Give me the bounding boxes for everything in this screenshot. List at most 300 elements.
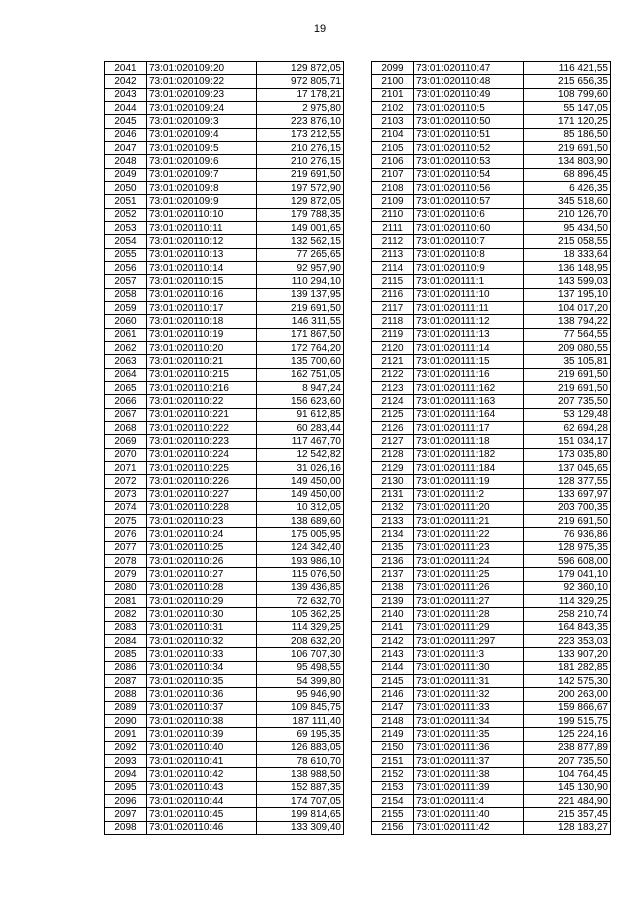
table-row bbox=[105, 62, 344, 75]
cadastral-number-cell: 73:01:020110:36 bbox=[147, 688, 257, 701]
value-cell: 145 130,90 bbox=[524, 781, 611, 794]
row-number-cell: 2117 bbox=[372, 301, 414, 314]
table-row bbox=[372, 208, 611, 221]
cadastral-number-cell: 73:01:020111:27 bbox=[414, 595, 524, 608]
value-cell: 215 058,55 bbox=[524, 235, 611, 248]
row-number-cell: 2142 bbox=[372, 635, 414, 648]
row-number-cell: 2107 bbox=[372, 168, 414, 181]
cadastral-number-cell: 73:01:020110:42 bbox=[147, 768, 257, 781]
value-cell: 136 148,95 bbox=[524, 261, 611, 274]
row-number-cell: 2094 bbox=[105, 768, 147, 781]
cadastral-number-cell: 73:01:020110:52 bbox=[414, 141, 524, 154]
value-cell: 146 311,55 bbox=[257, 315, 344, 328]
row-number-cell: 2137 bbox=[372, 568, 414, 581]
row-number-cell: 2131 bbox=[372, 488, 414, 501]
cadastral-number-cell: 73:01:020111:11 bbox=[414, 301, 524, 314]
cadastral-number-cell: 73:01:020110:22 bbox=[147, 395, 257, 408]
cadastral-number-cell: 73:01:020111:35 bbox=[414, 728, 524, 741]
value-cell: 95 434,50 bbox=[524, 221, 611, 234]
row-number-cell: 2098 bbox=[105, 821, 147, 834]
value-cell: 138 689,60 bbox=[257, 515, 344, 528]
value-cell: 128 975,35 bbox=[524, 541, 611, 554]
row-number-cell: 2056 bbox=[105, 261, 147, 274]
row-number-cell: 2138 bbox=[372, 581, 414, 594]
value-cell: 137 045,65 bbox=[524, 461, 611, 474]
row-number-cell: 2075 bbox=[105, 515, 147, 528]
row-number-cell: 2081 bbox=[105, 595, 147, 608]
value-cell: 114 329,25 bbox=[524, 595, 611, 608]
value-cell: 197 572,90 bbox=[257, 181, 344, 194]
value-cell: 105 362,25 bbox=[257, 608, 344, 621]
row-number-cell: 2129 bbox=[372, 461, 414, 474]
row-number-cell: 2145 bbox=[372, 675, 414, 688]
cadastral-number-cell: 73:01:020110:46 bbox=[147, 821, 257, 834]
cadastral-number-cell: 73:01:020111:17 bbox=[414, 421, 524, 434]
row-number-cell: 2101 bbox=[372, 88, 414, 101]
cadastral-number-cell: 73:01:020110:40 bbox=[147, 741, 257, 754]
row-number-cell: 2132 bbox=[372, 501, 414, 514]
cadastral-number-cell: 73:01:020111:28 bbox=[414, 608, 524, 621]
table-row bbox=[105, 635, 344, 648]
row-number-cell: 2063 bbox=[105, 355, 147, 368]
cadastral-number-cell: 73:01:020111:38 bbox=[414, 768, 524, 781]
cadastral-number-cell: 73:01:020111:1 bbox=[414, 275, 524, 288]
cadastral-number-cell: 73:01:020110:12 bbox=[147, 235, 257, 248]
row-number-cell: 2054 bbox=[105, 235, 147, 248]
value-cell: 193 986,10 bbox=[257, 555, 344, 568]
table-row bbox=[105, 581, 344, 594]
table-row bbox=[105, 768, 344, 781]
value-cell: 174 707,05 bbox=[257, 795, 344, 808]
row-number-cell: 2051 bbox=[105, 195, 147, 208]
value-cell: 125 224,16 bbox=[524, 728, 611, 741]
cadastral-number-cell: 73:01:020110:19 bbox=[147, 328, 257, 341]
cadastral-number-cell: 73:01:020110:21 bbox=[147, 355, 257, 368]
cadastral-number-cell: 73:01:020110:227 bbox=[147, 488, 257, 501]
table-row bbox=[372, 821, 611, 834]
cadastral-number-cell: 73:01:020111:19 bbox=[414, 475, 524, 488]
value-cell: 215 357,45 bbox=[524, 808, 611, 821]
row-number-cell: 2109 bbox=[372, 195, 414, 208]
register-table-right bbox=[371, 61, 611, 835]
row-number-cell: 2045 bbox=[105, 115, 147, 128]
row-number-cell: 2096 bbox=[105, 795, 147, 808]
row-number-cell: 2072 bbox=[105, 475, 147, 488]
row-number-cell: 2087 bbox=[105, 675, 147, 688]
cadastral-number-cell: 73:01:020111:23 bbox=[414, 541, 524, 554]
table-row bbox=[105, 461, 344, 474]
value-cell: 8 947,24 bbox=[257, 381, 344, 394]
row-number-cell: 2078 bbox=[105, 555, 147, 568]
table-row bbox=[105, 515, 344, 528]
row-number-cell: 2074 bbox=[105, 501, 147, 514]
value-cell: 129 872,05 bbox=[257, 195, 344, 208]
row-number-cell: 2155 bbox=[372, 808, 414, 821]
table-row bbox=[372, 648, 611, 661]
table-row bbox=[105, 435, 344, 448]
row-number-cell: 2121 bbox=[372, 355, 414, 368]
row-number-cell: 2112 bbox=[372, 235, 414, 248]
table-row bbox=[372, 195, 611, 208]
cadastral-number-cell: 73:01:020110:47 bbox=[414, 62, 524, 75]
value-cell: 164 843,35 bbox=[524, 621, 611, 634]
value-cell: 142 575,30 bbox=[524, 675, 611, 688]
value-cell: 972 805,71 bbox=[257, 75, 344, 88]
cadastral-number-cell: 73:01:020111:24 bbox=[414, 555, 524, 568]
table-row bbox=[105, 421, 344, 434]
row-number-cell: 2073 bbox=[105, 488, 147, 501]
row-number-cell: 2057 bbox=[105, 275, 147, 288]
cadastral-number-cell: 73:01:020110:15 bbox=[147, 275, 257, 288]
cadastral-number-cell: 73:01:020109:5 bbox=[147, 141, 257, 154]
cadastral-number-cell: 73:01:020111:14 bbox=[414, 341, 524, 354]
row-number-cell: 2151 bbox=[372, 755, 414, 768]
row-number-cell: 2091 bbox=[105, 728, 147, 741]
cadastral-number-cell: 73:01:020110:32 bbox=[147, 635, 257, 648]
table-row bbox=[372, 581, 611, 594]
value-cell: 106 707,30 bbox=[257, 648, 344, 661]
cadastral-number-cell: 73:01:020110:39 bbox=[147, 728, 257, 741]
table-row bbox=[372, 741, 611, 754]
value-cell: 62 694,28 bbox=[524, 421, 611, 434]
table-row bbox=[372, 501, 611, 514]
row-number-cell: 2064 bbox=[105, 368, 147, 381]
cadastral-number-cell: 73:01:020111:20 bbox=[414, 501, 524, 514]
table-row bbox=[372, 515, 611, 528]
cadastral-number-cell: 73:01:020110:224 bbox=[147, 448, 257, 461]
value-cell: 171 867,50 bbox=[257, 328, 344, 341]
table-row bbox=[372, 555, 611, 568]
row-number-cell: 2086 bbox=[105, 661, 147, 674]
value-cell: 68 896,45 bbox=[524, 168, 611, 181]
row-number-cell: 2080 bbox=[105, 581, 147, 594]
row-number-cell: 2128 bbox=[372, 448, 414, 461]
row-number-cell: 2053 bbox=[105, 221, 147, 234]
cadastral-number-cell: 73:01:020111:34 bbox=[414, 715, 524, 728]
cadastral-number-cell: 73:01:020111:30 bbox=[414, 661, 524, 674]
value-cell: 199 814,65 bbox=[257, 808, 344, 821]
cadastral-number-cell: 73:01:020111:162 bbox=[414, 381, 524, 394]
value-cell: 126 883,05 bbox=[257, 741, 344, 754]
table-row bbox=[372, 568, 611, 581]
value-cell: 132 562,15 bbox=[257, 235, 344, 248]
table-row bbox=[105, 781, 344, 794]
value-cell: 54 399,80 bbox=[257, 675, 344, 688]
table-row bbox=[105, 261, 344, 274]
row-number-cell: 2104 bbox=[372, 128, 414, 141]
cadastral-number-cell: 73:01:020109:7 bbox=[147, 168, 257, 181]
table-row bbox=[105, 501, 344, 514]
value-cell: 143 599,03 bbox=[524, 275, 611, 288]
table-row bbox=[372, 368, 611, 381]
value-cell: 128 377,55 bbox=[524, 475, 611, 488]
value-cell: 109 845,75 bbox=[257, 701, 344, 714]
cadastral-number-cell: 73:01:020110:24 bbox=[147, 528, 257, 541]
cadastral-number-cell: 73:01:020111:182 bbox=[414, 448, 524, 461]
row-number-cell: 2152 bbox=[372, 768, 414, 781]
row-number-cell: 2150 bbox=[372, 741, 414, 754]
cadastral-number-cell: 73:01:020110:34 bbox=[147, 661, 257, 674]
row-number-cell: 2135 bbox=[372, 541, 414, 554]
row-number-cell: 2143 bbox=[372, 648, 414, 661]
row-number-cell: 2140 bbox=[372, 608, 414, 621]
value-cell: 134 803,90 bbox=[524, 155, 611, 168]
value-cell: 138 988,50 bbox=[257, 768, 344, 781]
row-number-cell: 2105 bbox=[372, 141, 414, 154]
cadastral-number-cell: 73:01:020110:60 bbox=[414, 221, 524, 234]
row-number-cell: 2148 bbox=[372, 715, 414, 728]
table-row bbox=[105, 101, 344, 114]
value-cell: 12 542,82 bbox=[257, 448, 344, 461]
cadastral-number-cell: 73:01:020109:3 bbox=[147, 115, 257, 128]
cadastral-number-cell: 73:01:020111:32 bbox=[414, 688, 524, 701]
table-row bbox=[105, 288, 344, 301]
row-number-cell: 2154 bbox=[372, 795, 414, 808]
value-cell: 35 105,81 bbox=[524, 355, 611, 368]
cadastral-number-cell: 73:01:020110:41 bbox=[147, 755, 257, 768]
row-number-cell: 2071 bbox=[105, 461, 147, 474]
value-cell: 116 421,55 bbox=[524, 62, 611, 75]
cadastral-number-cell: 73:01:020110:53 bbox=[414, 155, 524, 168]
row-number-cell: 2114 bbox=[372, 261, 414, 274]
cadastral-number-cell: 73:01:020110:26 bbox=[147, 555, 257, 568]
value-cell: 95 946,90 bbox=[257, 688, 344, 701]
cadastral-number-cell: 73:01:020110:44 bbox=[147, 795, 257, 808]
row-number-cell: 2065 bbox=[105, 381, 147, 394]
table-row bbox=[105, 675, 344, 688]
cadastral-number-cell: 73:01:020110:216 bbox=[147, 381, 257, 394]
row-number-cell: 2088 bbox=[105, 688, 147, 701]
row-number-cell: 2047 bbox=[105, 141, 147, 154]
table-row bbox=[372, 75, 611, 88]
cadastral-number-cell: 73:01:020111:2 bbox=[414, 488, 524, 501]
value-cell: 76 936,86 bbox=[524, 528, 611, 541]
value-cell: 108 799,60 bbox=[524, 88, 611, 101]
value-cell: 199 515,75 bbox=[524, 715, 611, 728]
value-cell: 215 656,35 bbox=[524, 75, 611, 88]
row-number-cell: 2042 bbox=[105, 75, 147, 88]
row-number-cell: 2136 bbox=[372, 555, 414, 568]
value-cell: 152 887,35 bbox=[257, 781, 344, 794]
row-number-cell: 2059 bbox=[105, 301, 147, 314]
cadastral-number-cell: 73:01:020110:223 bbox=[147, 435, 257, 448]
table-row bbox=[372, 62, 611, 75]
row-number-cell: 2120 bbox=[372, 341, 414, 354]
table-row bbox=[372, 608, 611, 621]
cadastral-number-cell: 73:01:020110:50 bbox=[414, 115, 524, 128]
table-row bbox=[372, 421, 611, 434]
table-row bbox=[105, 661, 344, 674]
table-row bbox=[372, 661, 611, 674]
value-cell: 115 076,50 bbox=[257, 568, 344, 581]
table-row bbox=[105, 488, 344, 501]
table-row bbox=[372, 408, 611, 421]
row-number-cell: 2144 bbox=[372, 661, 414, 674]
table-row bbox=[105, 168, 344, 181]
table-row bbox=[105, 608, 344, 621]
cadastral-number-cell: 73:01:020110:31 bbox=[147, 621, 257, 634]
cadastral-number-cell: 73:01:020111:29 bbox=[414, 621, 524, 634]
value-cell: 92 957,90 bbox=[257, 261, 344, 274]
row-number-cell: 2095 bbox=[105, 781, 147, 794]
value-cell: 133 697,97 bbox=[524, 488, 611, 501]
value-cell: 128 183,27 bbox=[524, 821, 611, 834]
value-cell: 179 788,35 bbox=[257, 208, 344, 221]
cadastral-number-cell: 73:01:020110:222 bbox=[147, 421, 257, 434]
table-row bbox=[105, 755, 344, 768]
row-number-cell: 2043 bbox=[105, 88, 147, 101]
table-row bbox=[105, 568, 344, 581]
value-cell: 219 691,50 bbox=[524, 381, 611, 394]
cadastral-number-cell: 73:01:020110:45 bbox=[147, 808, 257, 821]
table-row bbox=[105, 368, 344, 381]
table-row bbox=[372, 435, 611, 448]
row-number-cell: 2050 bbox=[105, 181, 147, 194]
table-row bbox=[372, 155, 611, 168]
cadastral-number-cell: 73:01:020110:17 bbox=[147, 301, 257, 314]
row-number-cell: 2103 bbox=[372, 115, 414, 128]
table-row bbox=[105, 275, 344, 288]
cadastral-number-cell: 73:01:020109:20 bbox=[147, 62, 257, 75]
cadastral-number-cell: 73:01:020111:13 bbox=[414, 328, 524, 341]
value-cell: 18 333,64 bbox=[524, 248, 611, 261]
table-row bbox=[372, 301, 611, 314]
cadastral-number-cell: 73:01:020110:27 bbox=[147, 568, 257, 581]
row-number-cell: 2062 bbox=[105, 341, 147, 354]
table-row bbox=[372, 275, 611, 288]
page-number: 19 bbox=[313, 23, 327, 35]
value-cell: 78 610,70 bbox=[257, 755, 344, 768]
value-cell: 114 329,25 bbox=[257, 621, 344, 634]
row-number-cell: 2153 bbox=[372, 781, 414, 794]
row-number-cell: 2139 bbox=[372, 595, 414, 608]
table-row bbox=[105, 555, 344, 568]
cadastral-number-cell: 73:01:020110:35 bbox=[147, 675, 257, 688]
cadastral-number-cell: 73:01:020110:48 bbox=[414, 75, 524, 88]
cadastral-number-cell: 73:01:020111:25 bbox=[414, 568, 524, 581]
table-row bbox=[372, 768, 611, 781]
cadastral-number-cell: 73:01:020110:9 bbox=[414, 261, 524, 274]
cadastral-number-cell: 73:01:020111:26 bbox=[414, 581, 524, 594]
table-row bbox=[372, 288, 611, 301]
cadastral-number-cell: 73:01:020111:184 bbox=[414, 461, 524, 474]
cadastral-number-cell: 73:01:020111:31 bbox=[414, 675, 524, 688]
table-row bbox=[105, 195, 344, 208]
cadastral-number-cell: 73:01:020111:15 bbox=[414, 355, 524, 368]
value-cell: 596 608,00 bbox=[524, 555, 611, 568]
value-cell: 159 866,67 bbox=[524, 701, 611, 714]
cadastral-number-cell: 73:01:020110:38 bbox=[147, 715, 257, 728]
cadastral-number-cell: 73:01:020111:40 bbox=[414, 808, 524, 821]
table-row bbox=[105, 328, 344, 341]
value-cell: 104 764,45 bbox=[524, 768, 611, 781]
value-cell: 133 309,40 bbox=[257, 821, 344, 834]
table-row bbox=[105, 381, 344, 394]
row-number-cell: 2079 bbox=[105, 568, 147, 581]
table-row bbox=[105, 541, 344, 554]
table-row bbox=[372, 755, 611, 768]
cadastral-number-cell: 73:01:020110:25 bbox=[147, 541, 257, 554]
table-row bbox=[372, 621, 611, 634]
cadastral-number-cell: 73:01:020110:226 bbox=[147, 475, 257, 488]
row-number-cell: 2111 bbox=[372, 221, 414, 234]
table-row bbox=[372, 221, 611, 234]
table-row bbox=[105, 155, 344, 168]
value-cell: 6 426,35 bbox=[524, 181, 611, 194]
table-row bbox=[105, 648, 344, 661]
table-row bbox=[105, 448, 344, 461]
table-row bbox=[372, 595, 611, 608]
row-number-cell: 2125 bbox=[372, 408, 414, 421]
cadastral-number-cell: 73:01:020110:7 bbox=[414, 235, 524, 248]
row-number-cell: 2119 bbox=[372, 328, 414, 341]
value-cell: 138 794,22 bbox=[524, 315, 611, 328]
cadastral-number-cell: 73:01:020110:28 bbox=[147, 581, 257, 594]
cadastral-number-cell: 73:01:020110:56 bbox=[414, 181, 524, 194]
cadastral-number-cell: 73:01:020109:24 bbox=[147, 101, 257, 114]
row-number-cell: 2134 bbox=[372, 528, 414, 541]
value-cell: 221 484,90 bbox=[524, 795, 611, 808]
value-cell: 149 450,00 bbox=[257, 488, 344, 501]
row-number-cell: 2052 bbox=[105, 208, 147, 221]
cadastral-number-cell: 73:01:020110:57 bbox=[414, 195, 524, 208]
cadastral-number-cell: 73:01:020109:6 bbox=[147, 155, 257, 168]
value-cell: 55 147,05 bbox=[524, 101, 611, 114]
row-number-cell: 2083 bbox=[105, 621, 147, 634]
table-row bbox=[372, 88, 611, 101]
cadastral-number-cell: 73:01:020111:10 bbox=[414, 288, 524, 301]
value-cell: 207 735,50 bbox=[524, 395, 611, 408]
table-row bbox=[105, 248, 344, 261]
cadastral-number-cell: 73:01:020110:18 bbox=[147, 315, 257, 328]
row-number-cell: 2058 bbox=[105, 288, 147, 301]
row-number-cell: 2115 bbox=[372, 275, 414, 288]
cadastral-number-cell: 73:01:020110:33 bbox=[147, 648, 257, 661]
table-row bbox=[105, 475, 344, 488]
value-cell: 175 005,95 bbox=[257, 528, 344, 541]
table-row bbox=[105, 528, 344, 541]
row-number-cell: 2066 bbox=[105, 395, 147, 408]
table-row bbox=[372, 248, 611, 261]
row-number-cell: 2141 bbox=[372, 621, 414, 634]
value-cell: 200 263,00 bbox=[524, 688, 611, 701]
value-cell: 60 283,44 bbox=[257, 421, 344, 434]
table-row bbox=[105, 141, 344, 154]
row-number-cell: 2106 bbox=[372, 155, 414, 168]
row-number-cell: 2055 bbox=[105, 248, 147, 261]
cadastral-number-cell: 73:01:020110:6 bbox=[414, 208, 524, 221]
row-number-cell: 2046 bbox=[105, 128, 147, 141]
value-cell: 219 691,50 bbox=[524, 368, 611, 381]
cadastral-number-cell: 73:01:020111:39 bbox=[414, 781, 524, 794]
table-row bbox=[372, 115, 611, 128]
cadastral-number-cell: 73:01:020111:33 bbox=[414, 701, 524, 714]
row-number-cell: 2108 bbox=[372, 181, 414, 194]
row-number-cell: 2070 bbox=[105, 448, 147, 461]
row-number-cell: 2044 bbox=[105, 101, 147, 114]
value-cell: 172 764,20 bbox=[257, 341, 344, 354]
table-row bbox=[372, 128, 611, 141]
value-cell: 129 872,05 bbox=[257, 62, 344, 75]
table-row bbox=[372, 461, 611, 474]
table-row bbox=[105, 221, 344, 234]
value-cell: 10 312,05 bbox=[257, 501, 344, 514]
cadastral-number-cell: 73:01:020111:3 bbox=[414, 648, 524, 661]
table-row bbox=[372, 728, 611, 741]
table-row bbox=[372, 355, 611, 368]
table-row bbox=[372, 688, 611, 701]
row-number-cell: 2061 bbox=[105, 328, 147, 341]
